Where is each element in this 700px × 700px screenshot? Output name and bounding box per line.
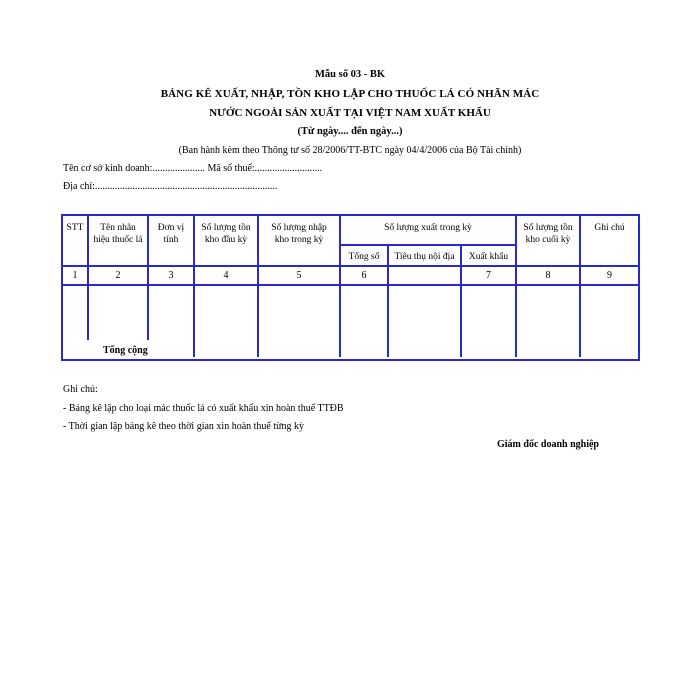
- header-closing-stock-line-1: Số lượng tồn: [523, 223, 573, 233]
- header-closing-stock: [517, 222, 579, 246]
- header-exported-total: Tổng số: [348, 252, 380, 262]
- header-brand-name-line-1: Tên nhãn: [100, 223, 136, 233]
- header-unit: [149, 222, 193, 246]
- exported-subheader-line: [339, 244, 515, 246]
- column-number-3: 3: [168, 270, 174, 281]
- header-closing-stock-line-2: kho cuối kỳ: [525, 235, 571, 245]
- title-line-1: BẢNG KÊ XUẤT, NHẬP, TỒN KHO LẬP CHO THUỐC LÁ CÓ NHÃN MÁC: [160, 88, 540, 100]
- column-number-4: 4: [223, 270, 229, 281]
- address-label: Địa chỉ:.........................................................................: [63, 181, 278, 192]
- header-exported-domestic: Tiêu thụ nội địa: [394, 252, 455, 262]
- header-opening-stock-line-2: kho đầu kỳ: [204, 235, 248, 245]
- header-imported: [259, 222, 339, 246]
- notes-title: Ghi chú:: [63, 384, 98, 395]
- header-imported-line-1: Số lượng nhập: [271, 223, 327, 233]
- header-brand-name-line-2: hiệu thuốc lá: [93, 235, 143, 245]
- period-line: (Từ ngày.... đến ngày...): [297, 126, 403, 137]
- col-divider-5: [339, 214, 341, 357]
- col-divider-9: [579, 214, 581, 357]
- header-unit-line-2: tính: [163, 235, 179, 245]
- header-opening-stock-line-1: Số lượng tồn: [201, 223, 251, 233]
- business-info-line: [63, 163, 322, 174]
- header-exported: Số lượng xuất trong kỳ: [384, 223, 472, 233]
- signature-title: Giám đốc doanh nghiệp: [497, 439, 599, 450]
- header-exported-export: Xuất khẩu: [468, 252, 509, 262]
- inventory-table: [61, 214, 638, 359]
- column-number-5: 5: [296, 270, 302, 281]
- column-number-9: 9: [607, 270, 612, 281]
- column-number-6: 6: [361, 270, 367, 281]
- column-number-1: 1: [72, 270, 78, 281]
- header-brand-name: [89, 222, 147, 246]
- total-label: Tổng cộng: [103, 345, 148, 356]
- column-number-2: 2: [115, 270, 121, 281]
- column-number-8: 8: [545, 270, 551, 281]
- form-code: Mẫu số 03 - BK: [314, 69, 385, 80]
- header-note: Ghi chú: [594, 223, 625, 233]
- business-name-label: Tên cơ sở kinh doanh:.....................: [63, 163, 205, 174]
- header-imported-line-2: kho trong kỳ: [274, 235, 324, 245]
- title-line-2: NƯỚC NGOÀI SẢN XUẤT TẠI VIỆT NAM XUẤT KHẨU: [209, 107, 491, 119]
- column-number-7: 7: [486, 270, 491, 281]
- note-item-1: - Bảng kê lập cho loại mác thuốc lá có xuất khẩu xin hoàn thuế TTĐB: [63, 403, 344, 414]
- header-unit-line-1: Đơn vị: [157, 223, 185, 233]
- header-stt: STT: [66, 223, 84, 233]
- note-item-2: - Thời gian lập bảng kê theo thời gian xin hoàn thuế từng kỳ: [63, 421, 305, 432]
- header-opening-stock: [195, 222, 257, 246]
- issued-with-line: (Ban hành kèm theo Thông tư số 28/2006/TT-BTC ngày 04/4/2006 của Bộ Tài chính): [178, 145, 522, 156]
- tax-code-label: Mã số thuế:...........................: [207, 163, 323, 174]
